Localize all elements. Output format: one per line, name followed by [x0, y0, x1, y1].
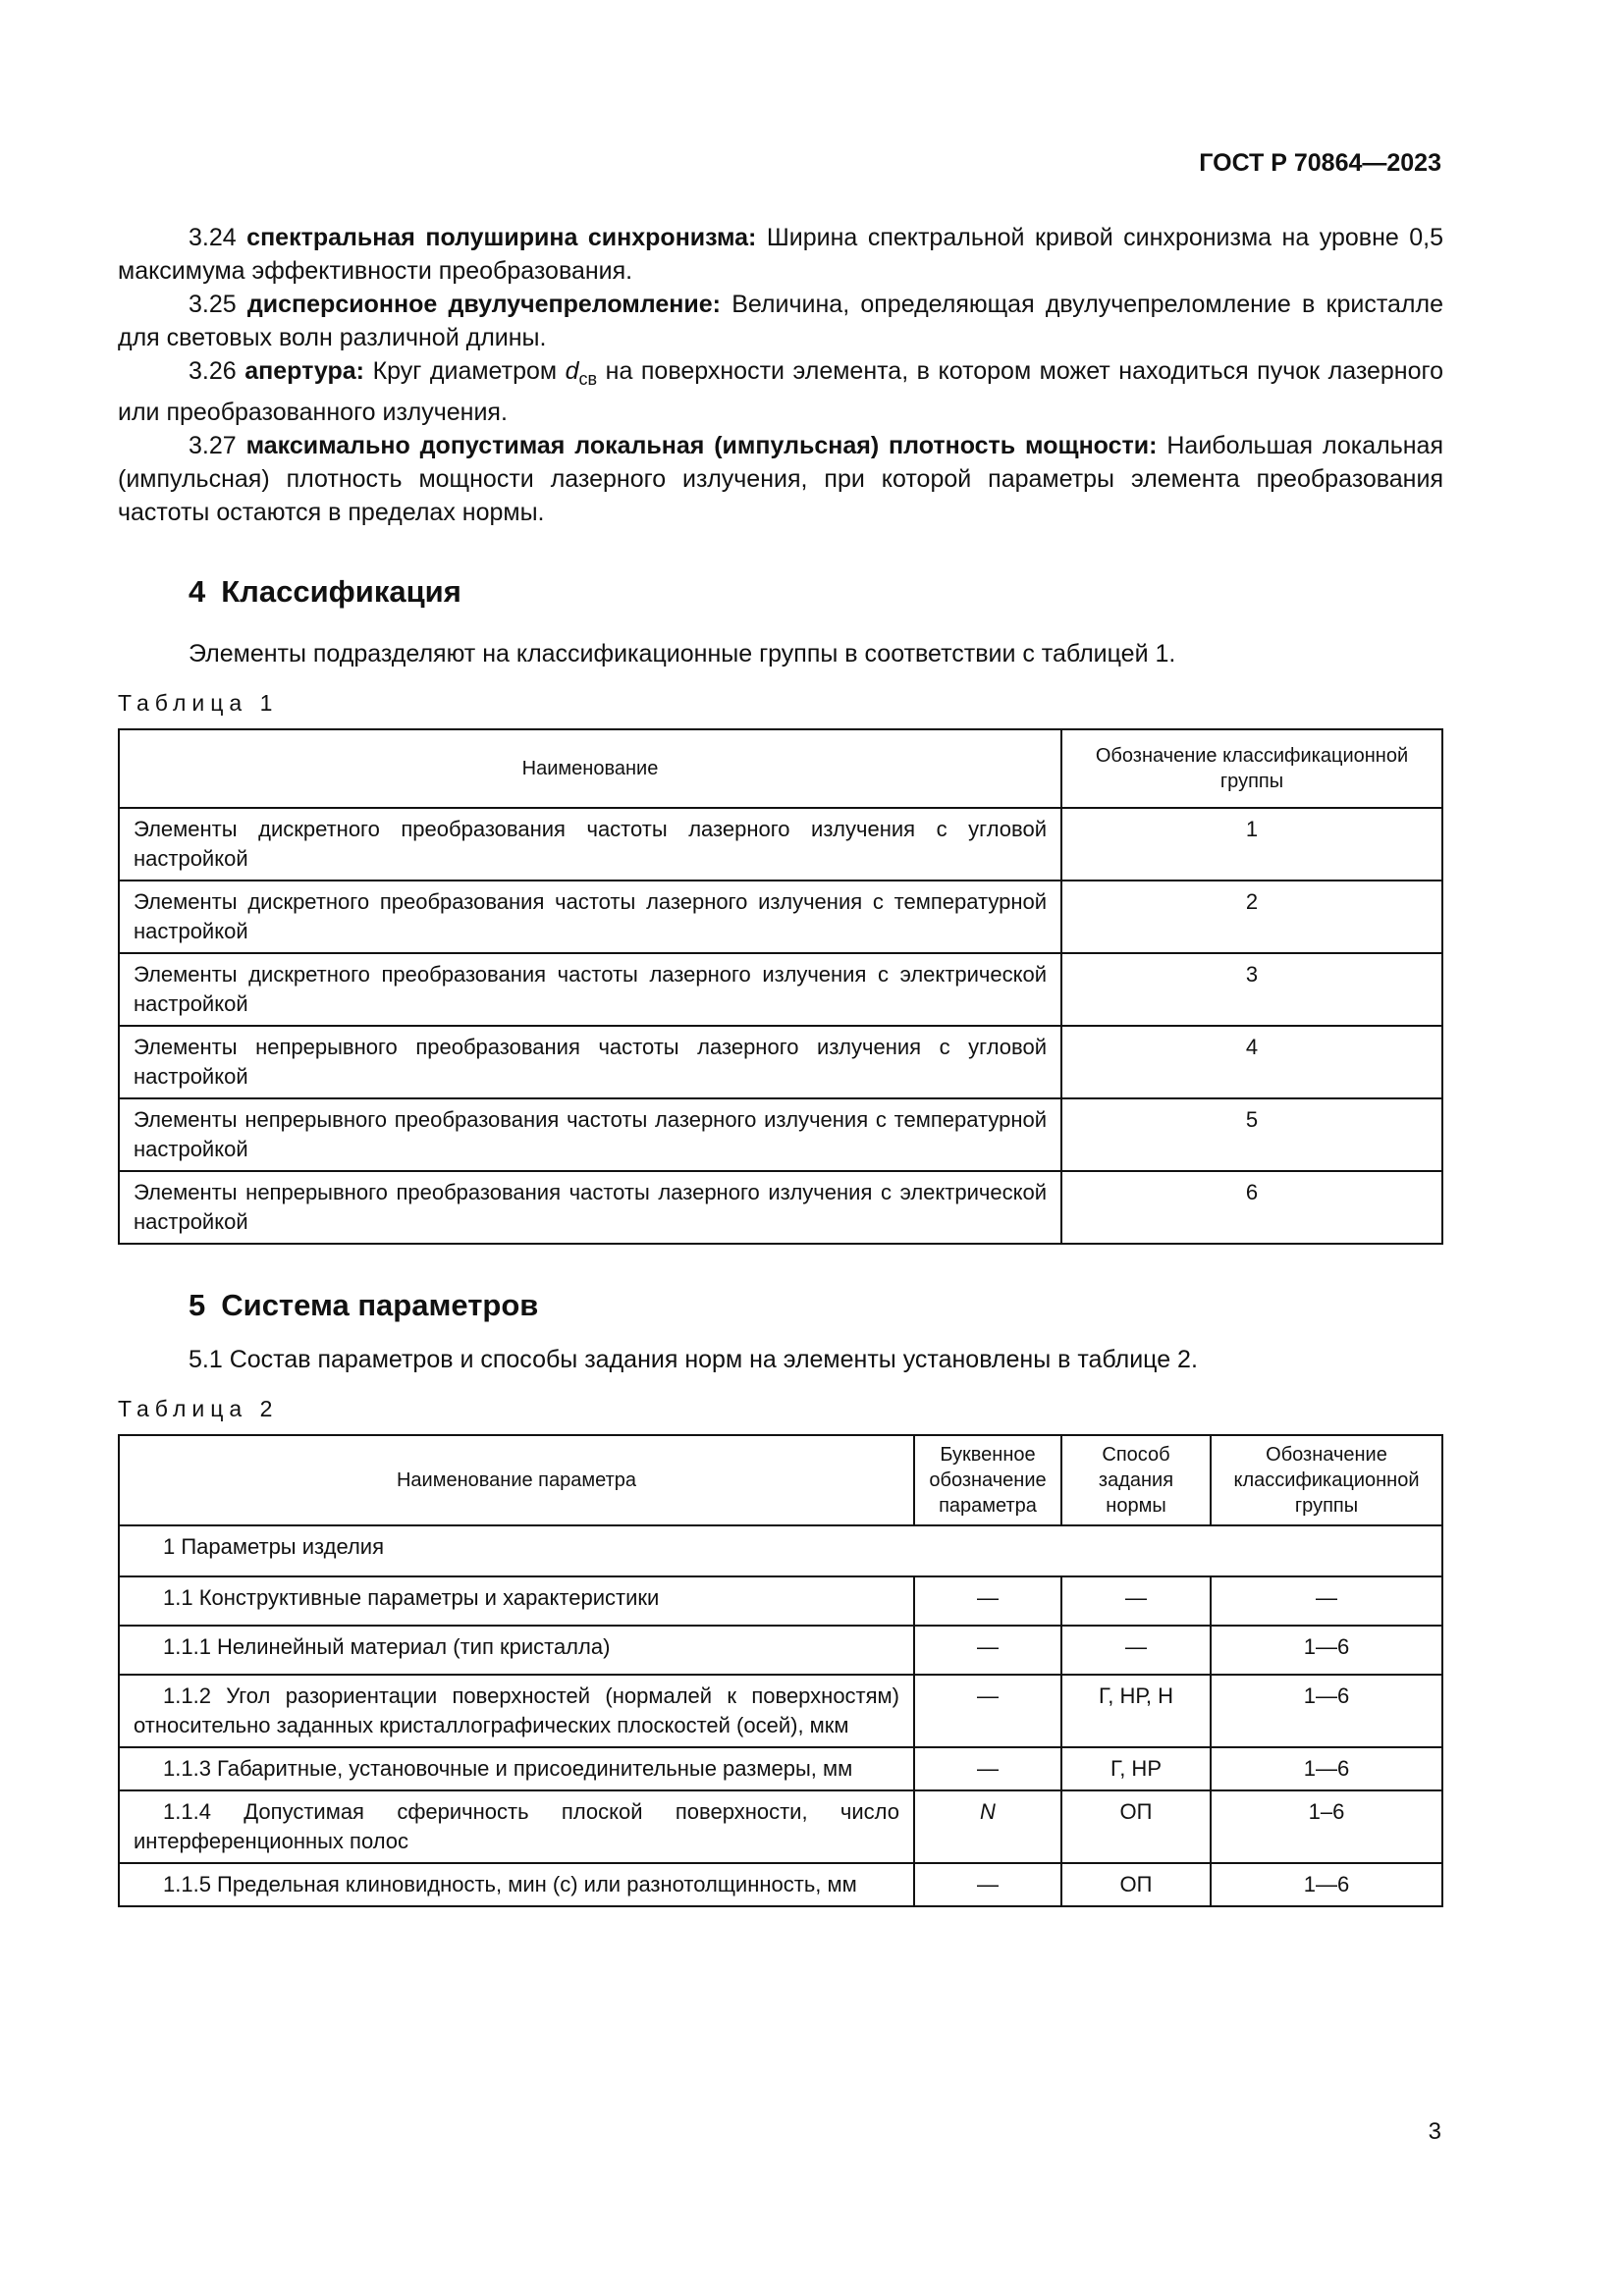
definition-text: Круг диаметром	[372, 357, 558, 385]
table-cell: —	[914, 1626, 1061, 1675]
table-cell: Элементы дискретного преобразования частоты лазерного излучения с электрической настройкой	[119, 953, 1061, 1026]
table-cell: —	[914, 1675, 1061, 1747]
table-header-row	[119, 1435, 1442, 1525]
table-cell: 1.1.1 Нелинейный материал (тип кристалла)	[119, 1626, 914, 1675]
page-content	[118, 221, 1443, 1907]
table-cell: —	[914, 1863, 1061, 1906]
section-title: Система параметров	[221, 1288, 539, 1322]
table-1	[118, 728, 1443, 1245]
table-row	[119, 1026, 1442, 1098]
table-cell: 6	[1061, 1171, 1442, 1244]
table-cell: ОП	[1061, 1790, 1211, 1863]
table-cell: Элементы непрерывного преобразования частоты лазерного излучения с температурной настройкой	[119, 1098, 1061, 1171]
section-5-intro: 5.1 Состав параметров и способы задания норм на элементы установлены в таблице 2.	[189, 1346, 1198, 1373]
table-2-caption: Таблица 2	[118, 1396, 279, 1421]
symbol-subscript: св	[578, 369, 598, 389]
table-cell: Г, НР	[1061, 1747, 1211, 1790]
table-cell: N	[914, 1790, 1061, 1863]
table-cell: Г, НР, Н	[1061, 1675, 1211, 1747]
definition-text: Величина, определяющая двулучепреломление в кристалле для световых волн различной длины.	[118, 291, 1443, 351]
table-row	[119, 1098, 1442, 1171]
definition-3-24	[118, 221, 1443, 288]
table-cell: 1–6	[1211, 1790, 1442, 1863]
table-2	[118, 1434, 1443, 1907]
table-section-row	[119, 1525, 1442, 1576]
table-cell: Элементы непрерывного преобразования частоты лазерного излучения с электрической настройкой	[119, 1171, 1061, 1244]
column-header: Обозначение классификационной группы	[1061, 729, 1442, 808]
table-row	[119, 1626, 1442, 1675]
table-cell: 2	[1061, 881, 1442, 953]
definition-number: 3.24	[189, 224, 237, 251]
table-row	[119, 1675, 1442, 1747]
definition-text: на поверхности элемента, в котором может находиться пучок лазерного или преобразованного излучения.	[118, 357, 1443, 426]
definition-3-26	[118, 354, 1443, 429]
section-4-heading	[118, 574, 1443, 610]
definition-term: максимально допустимая локальная (импульсная) плотность мощности:	[245, 432, 1158, 459]
column-header: Наименование	[119, 729, 1061, 808]
table-cell: 1 Параметры изделия	[119, 1525, 1442, 1576]
table-cell: —	[1211, 1576, 1442, 1626]
table-row	[119, 1576, 1442, 1626]
table-row	[119, 1747, 1442, 1790]
table-cell: 1	[1061, 808, 1442, 881]
definition-number: 3.26	[189, 357, 237, 385]
column-header: Буквенное обозначение параметра	[914, 1435, 1061, 1525]
table-cell: 1.1.3 Габаритные, установочные и присоединительные размеры, мм	[119, 1747, 914, 1790]
definition-number: 3.27	[189, 432, 237, 459]
table-row	[119, 1171, 1442, 1244]
table-cell: 1—6	[1211, 1626, 1442, 1675]
table-cell: 1—6	[1211, 1863, 1442, 1906]
table-cell: 3	[1061, 953, 1442, 1026]
table-cell: Элементы непрерывного преобразования частоты лазерного излучения с угловой настройкой	[119, 1026, 1061, 1098]
table-cell: 1.1.4 Допустимая сферичность плоской поверхности, число интерференционных полос	[119, 1790, 914, 1863]
table-cell: 1.1.2 Угол разориентации поверхностей (нормалей к поверхностям) относительно заданных кристаллографических плоскостей (осей), мкм	[119, 1675, 914, 1747]
table-row	[119, 808, 1442, 881]
table-cell: 1—6	[1211, 1747, 1442, 1790]
definition-text: Ширина спектральной кривой синхронизма на уровне 0,5 максимума эффективности преобразования.	[118, 224, 1444, 285]
document-id: ГОСТ Р 70864—2023	[1199, 149, 1441, 177]
definition-text: Наибольшая локальная (импульсная) плотность мощности лазерного излучения, при которой параметры элемента преобразования частоты остаются в пределах нормы.	[118, 432, 1443, 526]
table-1-caption: Таблица 1	[118, 690, 279, 716]
symbol-d: d	[565, 357, 579, 385]
definition-3-27	[118, 429, 1443, 529]
table-row	[119, 881, 1442, 953]
table-row	[119, 1863, 1442, 1906]
table-cell: 1.1.5 Предельная клиновидность, мин (с) или разнотолщинность, мм	[119, 1863, 914, 1906]
table-cell: —	[1061, 1576, 1211, 1626]
table-cell: —	[914, 1747, 1061, 1790]
table-row	[119, 953, 1442, 1026]
table-cell: 5	[1061, 1098, 1442, 1171]
page-number: 3	[1428, 2118, 1441, 2145]
table-cell: 4	[1061, 1026, 1442, 1098]
column-header: Наименование параметра	[119, 1435, 914, 1525]
section-title: Классификация	[221, 574, 461, 609]
column-header: Обозначение классификационной группы	[1211, 1435, 1442, 1525]
section-5-heading	[118, 1288, 1443, 1323]
table-cell: —	[1061, 1626, 1211, 1675]
definition-number: 3.25	[189, 291, 237, 318]
definitions	[118, 221, 1443, 529]
table-cell: Элементы дискретного преобразования частоты лазерного излучения с температурной настройкой	[119, 881, 1061, 953]
table-cell: Элементы дискретного преобразования частоты лазерного излучения с угловой настройкой	[119, 808, 1061, 881]
section-number: 4	[189, 574, 206, 609]
table-row	[119, 1790, 1442, 1863]
table-cell: 1—6	[1211, 1675, 1442, 1747]
section-4-intro: Элементы подразделяют на классификационные группы в соответствии с таблицей 1.	[189, 640, 1176, 667]
table-cell: 1.1 Конструктивные параметры и характеристики	[119, 1576, 914, 1626]
table-header-row	[119, 729, 1442, 808]
definition-term: апертура:	[244, 357, 365, 385]
table-cell: —	[914, 1576, 1061, 1626]
definition-3-25	[118, 288, 1443, 354]
column-header: Способ задания нормы	[1061, 1435, 1211, 1525]
definition-term: дисперсионное двулучепреломление:	[246, 291, 721, 318]
section-number: 5	[189, 1288, 206, 1322]
table-cell: ОП	[1061, 1863, 1211, 1906]
definition-term: спектральная полуширина синхронизма:	[246, 224, 757, 251]
